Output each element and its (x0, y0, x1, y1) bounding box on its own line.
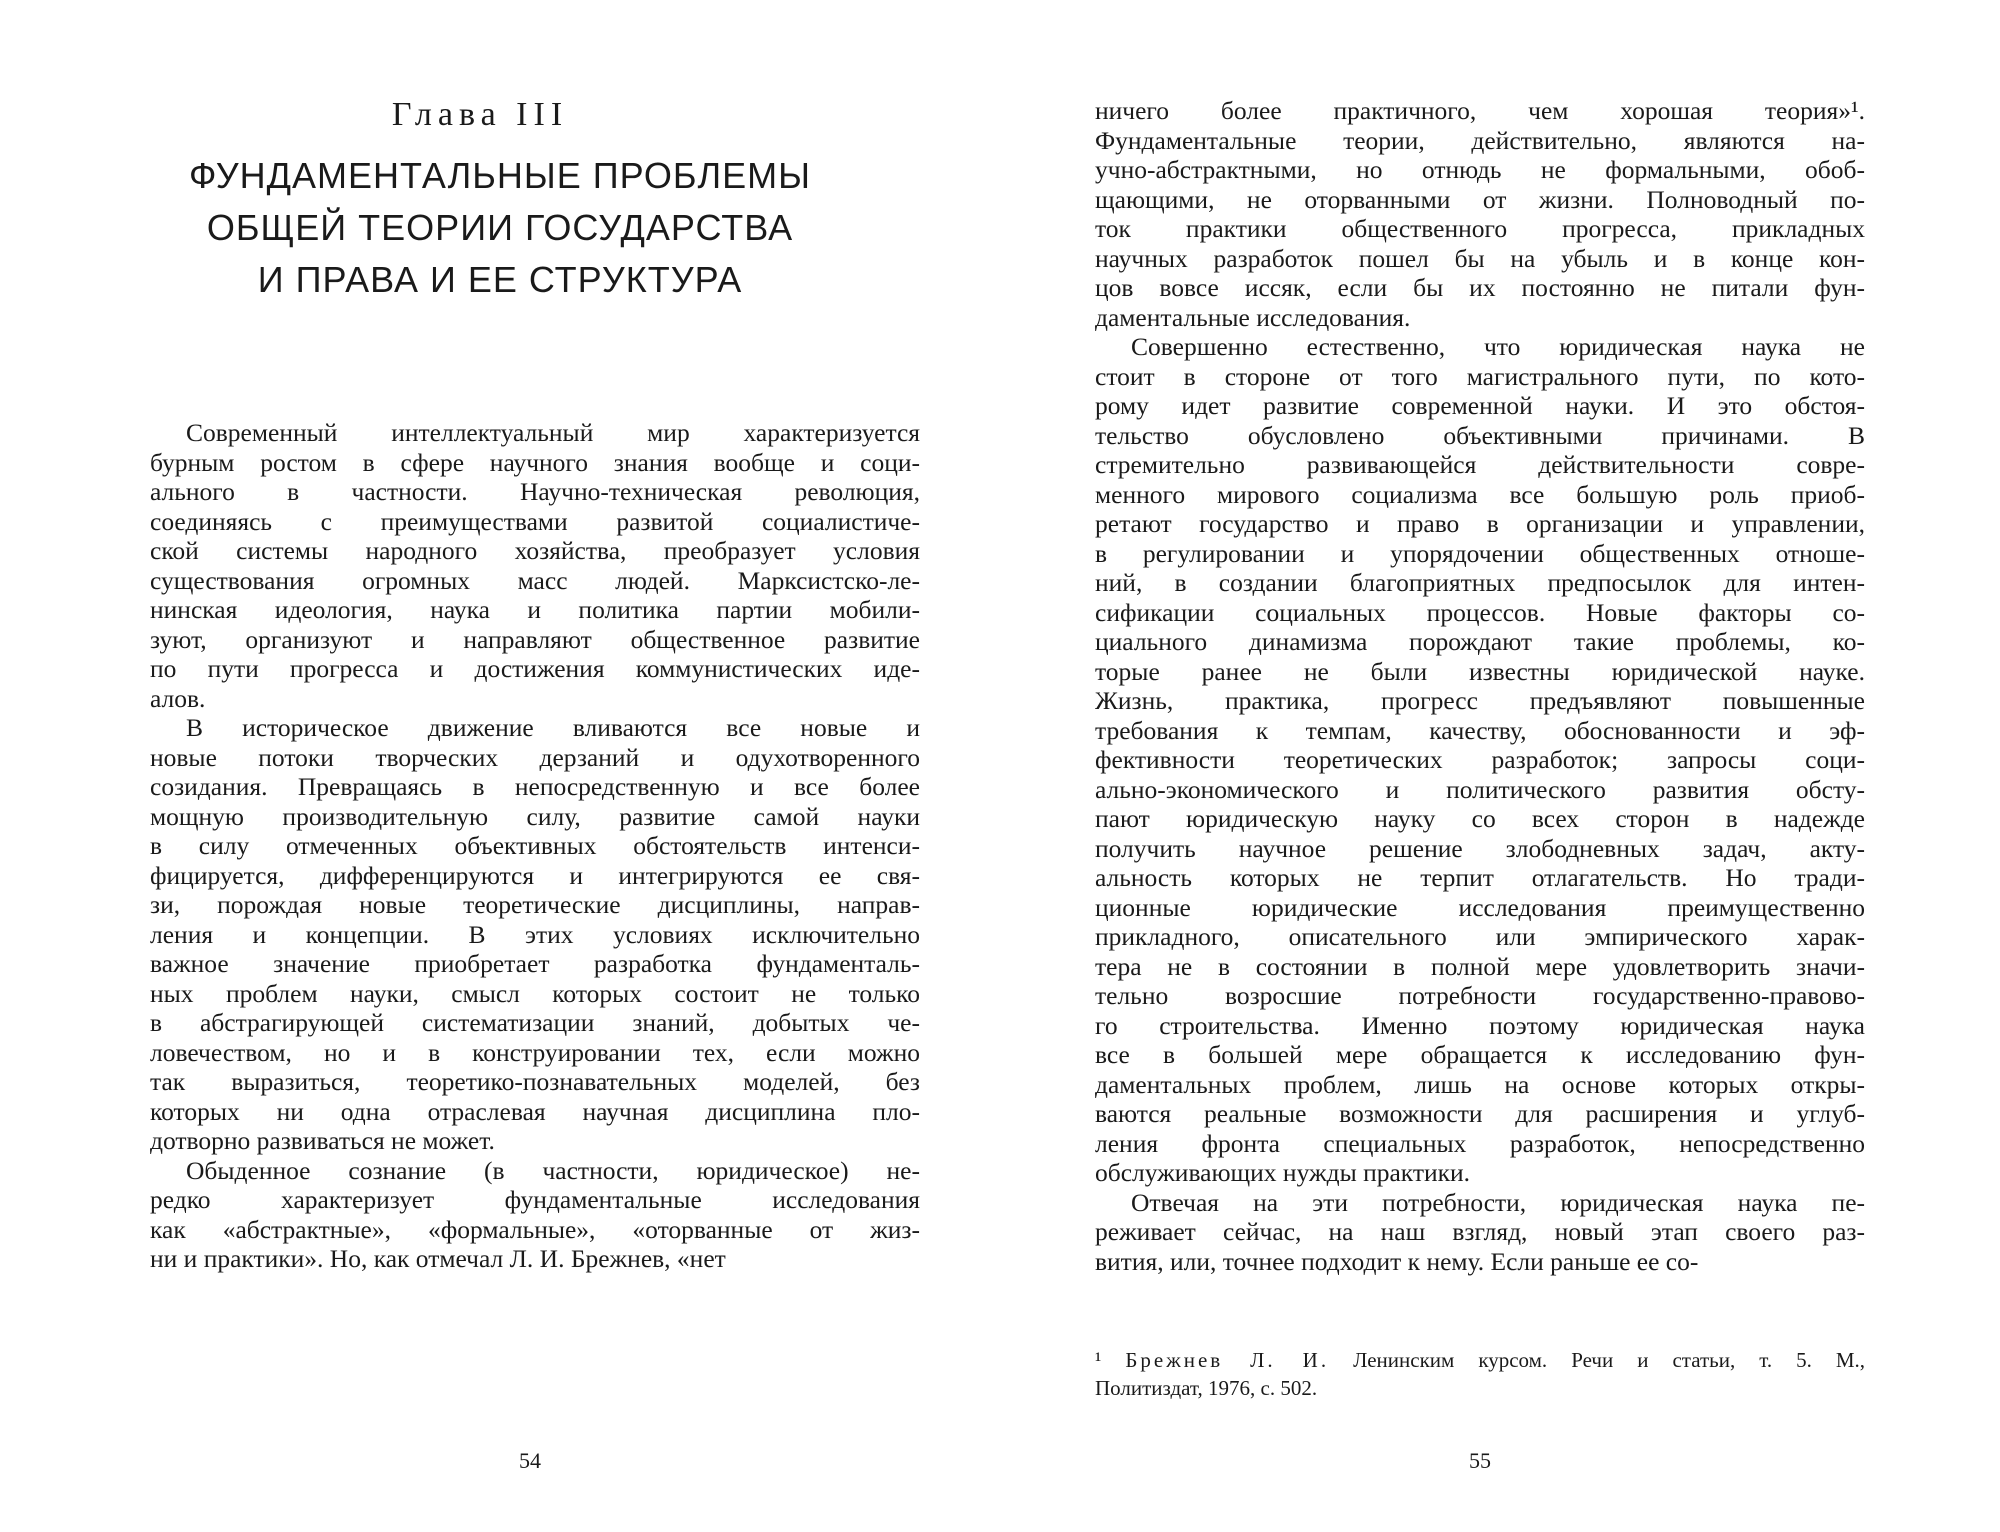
text-line: учно-абстрактными, но отнюдь не формальными, обоб- (1095, 155, 1865, 184)
footnote-source: Ленинским курсом. Речи и статьи, т. 5. М., (1353, 1348, 1865, 1372)
text-line: по пути прогресса и достижения коммунистических иде- (150, 654, 920, 683)
page-number: 54 (519, 1448, 541, 1473)
text-line: фективности теоретических разработок; запросы соци- (1095, 745, 1865, 774)
text-line: В историческое движение вливаются все новые и (186, 713, 920, 742)
text-line: требования к темпам, качеству, обоснованности и эф- (1095, 715, 1865, 745)
text-line: ни и практики». Но, как отмечал Л. И. Брежнев, «нет (150, 1244, 726, 1273)
text-line: тельство обусловлено объективными причинами. В (1095, 420, 1865, 450)
text-line: в силу отмеченных объективных обстоятельств интенси- (150, 831, 920, 860)
text-line: соединяясь с преимуществами развитой социалистиче- (150, 506, 920, 536)
text-line: все в большей мере обращается к исследованию фун- (1095, 1040, 1865, 1069)
text-line: вития, или, точнее подходит к нему. Если раньше ее со- (1095, 1246, 1699, 1276)
text-line: бурным ростом в сфере научного знания вообще и соци- (150, 447, 920, 477)
text-line: го строительства. Именно поэтому юридическая наука (1095, 1010, 1865, 1040)
text-line: циального динамизма порождают такие проблемы, ко- (1095, 627, 1865, 656)
text-line: даментальных проблем, лишь на основе которых откры- (1095, 1069, 1865, 1099)
text-line: в абстрагирующей систематизации знаний, добытых че- (150, 1008, 920, 1037)
footnote-marker: ¹ (1095, 1348, 1102, 1372)
text-line: ных проблем науки, смысл которых состоит не только (150, 978, 920, 1008)
text-line: ления и концепции. В этих условиях исключительно (150, 919, 920, 949)
text-line: дотворно развиваться не может. (150, 1126, 495, 1155)
text-line: ток практики общественного прогресса, прикладных (1095, 214, 1865, 243)
text-line: стремительно развивающейся действительности совре- (1095, 450, 1865, 479)
text-line: Жизнь, практика, прогресс предъявляют повышенные (1095, 686, 1865, 715)
text-line: зуют, организуют и направляют общественное развитие (150, 624, 920, 654)
text-line: так выразиться, теоретико-познавательных моделей, без (150, 1067, 920, 1096)
text-line: ального в частности. Научно-техническая революция, (150, 477, 920, 506)
text-line: сификации социальных процессов. Новые факторы со- (1095, 597, 1865, 627)
text-line: нинская идеология, наука и политика партии мобили- (150, 595, 920, 624)
footnote-line (1095, 1346, 1865, 1374)
text-line: которых ни одна отраслевая научная дисциплина пло- (150, 1096, 920, 1126)
text-line: обслуживающих нужды практики. (1095, 1158, 1471, 1187)
text-line: ционные юридические исследования преимущественно (1095, 892, 1865, 922)
chapter-label: Глава III (391, 96, 569, 133)
text-line: фицируется, дифференцируются и интегрируются ее свя- (150, 860, 920, 890)
text-line: цов вовсе иссяк, если бы их постоянно не питали фун- (1095, 273, 1865, 302)
text-line: ретают государство и право в организации и управлении, (1095, 509, 1865, 538)
text-line: в регулировании и упорядочении общественных отноше- (1095, 538, 1865, 568)
text-line: Современный интеллектуальный мир характеризуется (186, 418, 920, 447)
text-line: Фундаментальные теории, действительно, являются на- (1095, 125, 1865, 155)
text-line: зи, порождая новые теоретические дисциплины, направ- (150, 890, 920, 919)
right-body-text (1095, 96, 1865, 1276)
chapter-title-line: ОБЩЕЙ ТЕОРИИ ГОСУДАРСТВА (206, 207, 794, 248)
text-line: мощную производительную силу, развитие самой науки (150, 801, 920, 831)
left-body-text (150, 418, 920, 1274)
footnote (1095, 1346, 1865, 1402)
text-line: рому идет развитие современной науки. И это обстоя- (1095, 391, 1865, 420)
text-line: Обыденное сознание (в частности, юридическое) не- (186, 1155, 920, 1185)
text-line: получить научное решение злободневных задач, акту- (1095, 833, 1865, 863)
text-line: созидания. Превращаясь в непосредственную и все более (150, 772, 920, 801)
text-line: научных разработок пошел бы на убыль и в конце кон- (1095, 243, 1865, 273)
chapter-title-line: И ПРАВА И ЕЕ СТРУКТУРА (257, 259, 743, 300)
text-line: ний, в создании благоприятных предпосылок для интен- (1095, 568, 1865, 597)
chapter-title-line: ФУНДАМЕНТАЛЬНЫЕ ПРОБЛЕМЫ (189, 155, 811, 196)
text-line: альность которых не терпит отлагательств. Но тради- (1095, 863, 1865, 892)
page-number: 55 (1469, 1448, 1491, 1473)
text-line: реживает сейчас, на наш взгляд, новый этап своего раз- (1095, 1217, 1865, 1246)
text-line: стоит в стороне от того магистрального пути, по кото- (1095, 361, 1865, 391)
text-line: важное значение приобретает разработка фундаменталь- (150, 949, 920, 978)
text-line: ской системы народного хозяйства, преобразует условия (150, 536, 920, 565)
text-line: щающими, не оторванными от жизни. Полноводный по- (1095, 184, 1865, 214)
text-line: тельно возросшие потребности государственно-правово- (1095, 981, 1865, 1010)
text-line: Отвечая на эти потребности, юридическая наука пе- (1131, 1187, 1865, 1217)
chapter-title (160, 150, 840, 306)
text-line: существования огромных масс людей. Марксистско-ле- (150, 565, 920, 595)
text-line: ловечеством, но и в конструировании тех, если можно (150, 1037, 920, 1067)
text-line: торые ранее не были известны юридической науке. (1095, 656, 1865, 686)
text-line: менного мирового социализма все большую роль приоб- (1095, 479, 1865, 509)
text-line: тера не в состоянии в полной мере удовлетворить значи- (1095, 951, 1865, 981)
text-line: прикладного, описательного или эмпирического харак- (1095, 922, 1865, 951)
text-line: редко характеризует фундаментальные исследования (150, 1185, 920, 1214)
text-line: алов. (150, 683, 206, 713)
text-line: ничего более практичного, чем хорошая теория»¹. (1095, 96, 1865, 125)
text-line: как «абстрактные», «формальные», «оторванные от жиз- (150, 1214, 920, 1244)
text-line: новые потоки творческих дерзаний и одухотворенного (150, 742, 920, 772)
text-line: ления фронта специальных разработок, непосредственно (1095, 1128, 1865, 1158)
text-line: пают юридическую науку со всех сторон в надежде (1095, 804, 1865, 833)
right-page (1000, 0, 2000, 1532)
text-line: даментальные исследования. (1095, 302, 1411, 332)
text-line: Совершенно естественно, что юридическая наука не (1131, 332, 1865, 361)
footnote-author: Брежнев Л. И. (1125, 1348, 1330, 1372)
text-line: ваются реальные возможности для расширения и углуб- (1095, 1099, 1865, 1128)
footnote-line: Политиздат, 1976, с. 502. (1095, 1376, 1318, 1400)
text-line: ально-экономического и политического развития обсту- (1095, 774, 1865, 804)
